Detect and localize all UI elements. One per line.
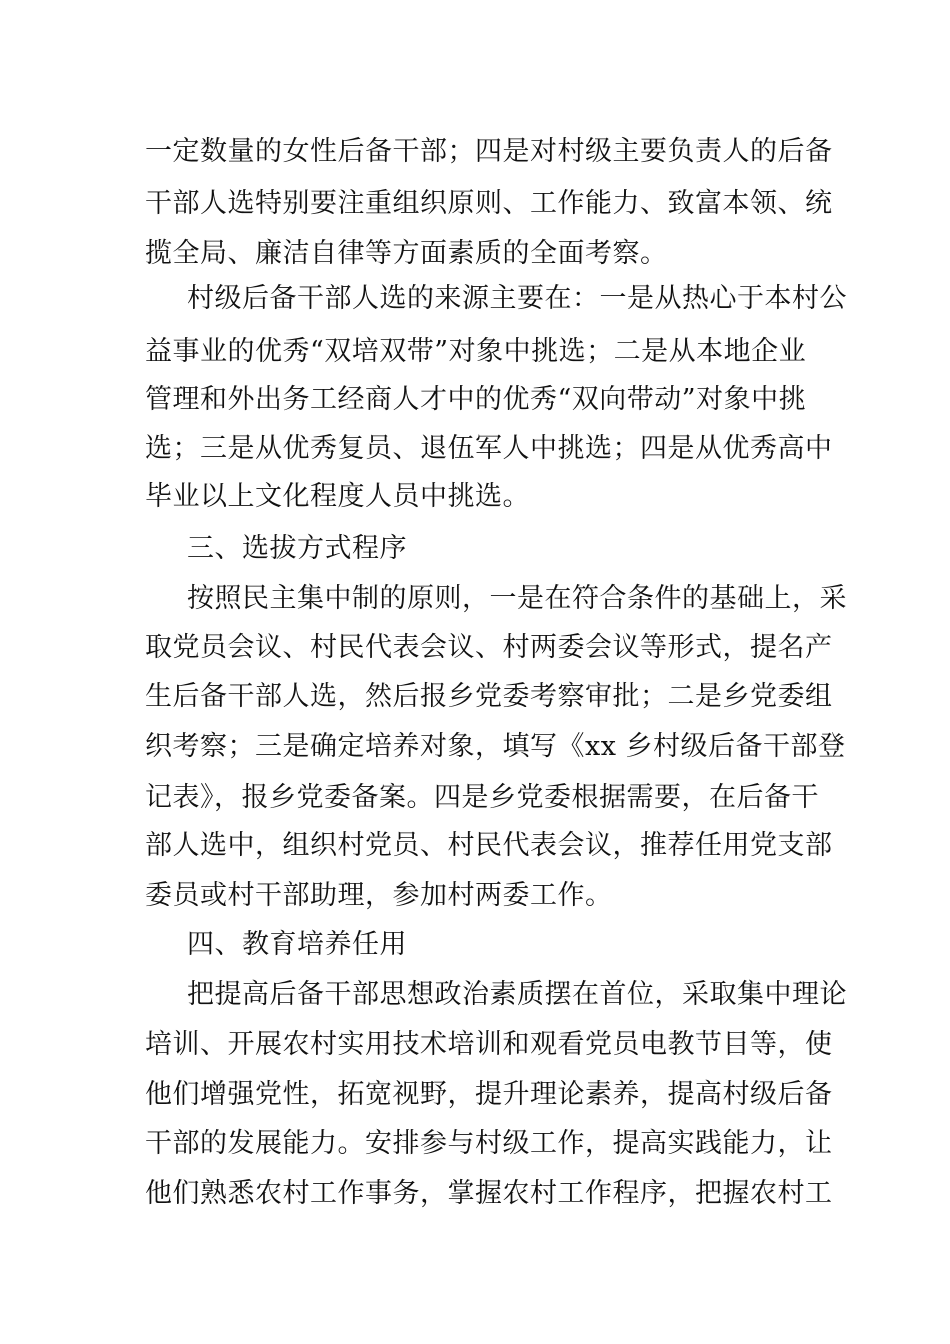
text-line: 他们熟悉农村工作事务，掌握农村工作程序，把握农村工 [145,1178,833,1209]
text-line: 记表》，报乡党委备案。四是乡党委根据需要，在后备干 [145,782,819,813]
section-heading: 四、教育培养任用 [187,929,407,960]
text-line: 一定数量的女性后备干部；四是对村级主要负责人的后备 [145,136,833,167]
text-line: 毕业以上文化程度人员中挑选。 [145,481,530,512]
text-line: 干部的发展能力。安排参与村级工作，提高实践能力，让 [145,1128,833,1159]
text-line: 管理和外出务工经商人才中的优秀“双向带动”对象中挑 [145,384,807,415]
paragraph-first-line: 按照民主集中制的原则，一是在符合条件的基础上，采 [187,583,847,614]
text-line: 他们增强党性，拓宽视野，提升理论素养，提高村级后备 [145,1079,833,1110]
paragraph-first-line: 村级后备干部人选的来源主要在：一是从热心于本村公 [187,283,847,314]
text-line: 委员或村干部助理，参加村两委工作。 [145,880,613,911]
text-line: 培训、开展农村实用技术培训和观看党员电教节目等，使 [145,1029,833,1060]
text-line: 取党员会议、村民代表会议、村两委会议等形式，提名产 [145,632,833,663]
paragraph-first-line: 把提高后备干部思想政治素质摆在首位，采取集中理论 [187,979,847,1010]
text-line: 选；三是从优秀复员、退伍军人中挑选；四是从优秀高中 [145,433,833,464]
text-line: 织考察；三是确定培养对象，填写《xx 乡村级后备干部登 [145,731,846,762]
text-line: 干部人选特别要注重组织原则、工作能力、致富本领、统 [145,188,833,219]
section-heading: 三、选拔方式程序 [187,533,407,564]
text-line: 益事业的优秀“双培双带”对象中挑选；二是从本地企业 [145,336,807,367]
text-line: 生后备干部人选，然后报乡党委考察审批；二是乡党委组 [145,681,833,712]
text-line: 部人选中，组织村党员、村民代表会议，推荐任用党支部 [145,830,833,861]
text-line: 揽全局、廉洁自律等方面素质的全面考察。 [145,238,668,269]
